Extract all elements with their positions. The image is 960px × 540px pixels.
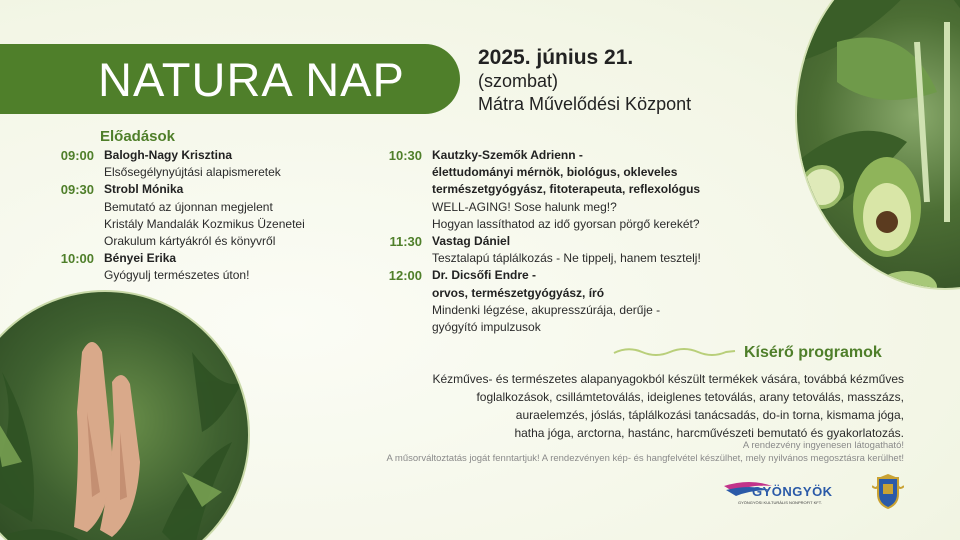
talk-line: Bemutató az újonnan megjelent (104, 199, 273, 214)
schedule-left-column (50, 147, 370, 285)
event-date-block (478, 46, 691, 116)
schedule-time: 09:00 (60, 148, 94, 163)
talk-line: Kristály Mandalák Kozmikus Üzenetei (104, 216, 305, 231)
speaker-credentials: természetgyógyász, fitoterapeuta, reflexológus (432, 182, 701, 197)
talk-line: Elsősegélynyújtási alapismeretek (104, 165, 281, 180)
schedule-item (378, 233, 748, 267)
talk-line: WELL-AGING! Sose halunk meg!? (432, 199, 617, 214)
talk-line: Tesztalapú táplálkozás - Ne tippelj, hanem tesztelj! (432, 251, 701, 266)
speaker-name: Dr. Dicsőfi Endre - (432, 268, 537, 283)
speaker-name: Strobl Mónika (104, 182, 184, 197)
side-programs-line: foglalkozások, csillámtetoválás, ideiglenes tetoválás, arany tetoválás, masszázs, (476, 390, 904, 404)
talk-line: Orakulum kártyákról és könyvről (104, 234, 276, 249)
speaker-credentials: élettudományi mérnök, biológus, okleveles (432, 165, 678, 180)
event-date: 2025. június 21. (478, 46, 634, 69)
side-programs-line: hatha jóga, arctorna, hastánc, harcművészeti bemutató és gyakorlatozás. (514, 426, 904, 440)
schedule-item (378, 267, 748, 336)
speaker-credentials: orvos, természetgyógyász, író (432, 285, 605, 300)
side-programs-line: auraelemzés, jóslás, táplálkozási tanácsadás, do-in torna, kismama jóga, (515, 408, 904, 422)
schedule-item (50, 147, 370, 181)
event-day: (szombat) (478, 71, 559, 91)
schedule-right-column (378, 147, 748, 336)
side-programs-line: Kézműves- és természetes alapanyagokból készült termékek vására, továbbá kézműves (432, 372, 904, 386)
schedule-time: 10:00 (60, 251, 94, 267)
schedule-time: 11:30 (389, 234, 422, 250)
schedule-item (50, 250, 370, 284)
event-venue: Mátra Művelődési Központ (478, 94, 692, 114)
speaker-name: Kautzky-Szemők Adrienn - (432, 148, 583, 162)
free-entry-note: A rendezvény ingyenesen látogatható! (742, 440, 904, 451)
decorative-wave (612, 344, 737, 358)
talk-line: Hogyan lassíthatod az idő gyorsan pörgő kerekét? (432, 216, 700, 231)
speaker-name: Balogh-Nagy Krisztina (104, 148, 233, 162)
schedule-time: 09:30 (60, 182, 94, 198)
rights-note: A műsorváltoztatás jogát fenntartjuk! A rendezvényen kép- és hangfelvétel készülhet, mely nyilvános megosztásra kerülhet! (386, 453, 904, 464)
coat-of-arms-icon (872, 472, 904, 510)
side-programs-heading: Kísérő programok (744, 344, 882, 361)
event-title: NATURA NAP (98, 53, 405, 106)
talk-line: Gyógyulj természetes úton! (104, 268, 250, 283)
talk-line: Mindenki légzése, akupresszúrája, derűje - (432, 302, 661, 317)
side-programs-text (344, 370, 904, 442)
schedule-item (50, 181, 370, 250)
gyongyos-logo-text: GYÖNGYÖK (752, 484, 833, 499)
gyongyos-logo-subtext: GYÖNGYÖSI KULTURÁLIS NONPROFIT KFT. (738, 500, 822, 505)
schedule-item (378, 147, 748, 233)
speaker-name: Bényei Erika (104, 251, 177, 266)
lectures-heading: Előadások (100, 128, 176, 145)
speaker-name: Vastag Dániel (432, 234, 511, 249)
talk-line: gyógyító impulzusok (432, 320, 541, 335)
schedule-time: 12:00 (388, 268, 422, 284)
schedule-time: 10:30 (388, 148, 422, 163)
